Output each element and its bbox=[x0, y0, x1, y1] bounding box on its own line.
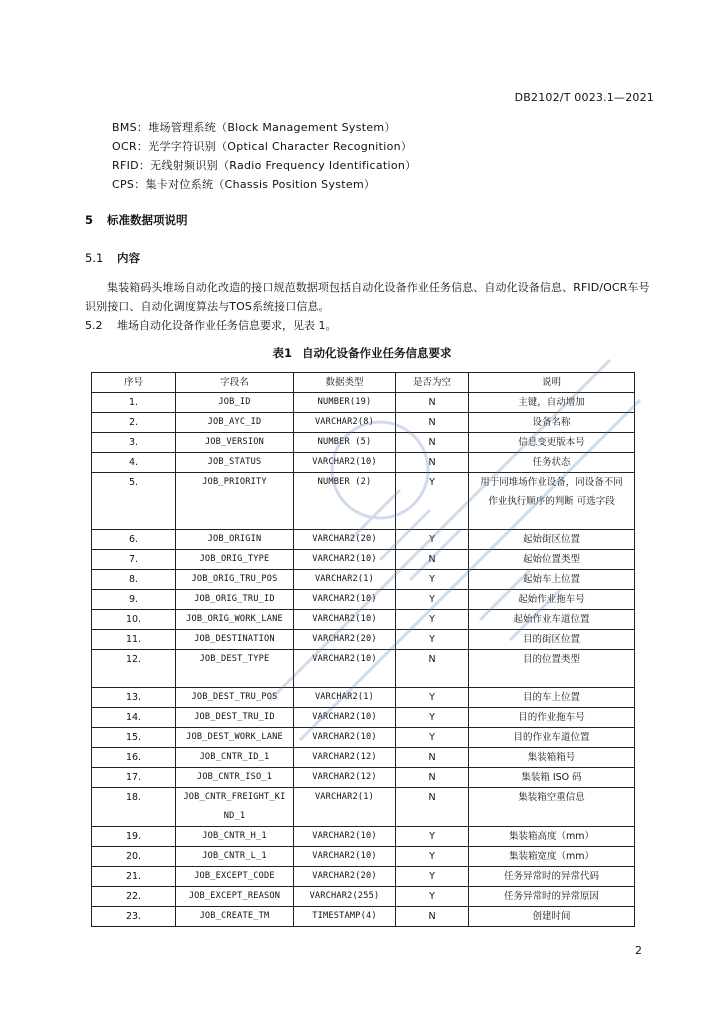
cell-nullable bbox=[396, 630, 469, 650]
cell-description-text: 集装箱 ISO 码 bbox=[521, 772, 582, 783]
cell-nullable-text: Y bbox=[429, 574, 435, 585]
cell-description bbox=[469, 530, 635, 550]
cell-nullable-text: Y bbox=[429, 831, 435, 842]
cell-description bbox=[469, 413, 635, 433]
table-row bbox=[92, 867, 635, 887]
cell-data-type bbox=[294, 907, 396, 927]
cell-nullable-text: N bbox=[428, 772, 436, 783]
cell-field-name bbox=[176, 788, 294, 827]
cell-description-text: 目的位置类型 bbox=[522, 654, 580, 665]
cell-description-text: 集装箱空重信息 bbox=[518, 792, 585, 803]
table-row bbox=[92, 433, 635, 453]
table-row bbox=[92, 748, 635, 768]
cell-data-type-text: VARCHAR2(10) bbox=[312, 594, 377, 604]
cell-field-name-text: JOB_AYC_ID bbox=[207, 417, 262, 427]
cell-data-type-text: VARCHAR2(1) bbox=[314, 792, 375, 802]
cell-index bbox=[92, 688, 176, 708]
cell-field-name-text: JOB_DEST_TRU_POS bbox=[191, 692, 278, 702]
cell-index bbox=[92, 550, 176, 570]
cell-nullable-text: N bbox=[428, 457, 436, 468]
cell-data-type-text: VARCHAR2(12) bbox=[312, 772, 377, 782]
cell-index bbox=[92, 728, 176, 748]
cell-nullable-text: Y bbox=[429, 534, 435, 545]
cell-index-text: 11. bbox=[125, 634, 142, 645]
cell-description-text: 用于同堆场作业设备，同设备不同作业执行顺序的判断 可选字段 bbox=[480, 477, 623, 507]
cell-data-type bbox=[294, 827, 396, 847]
cell-field-name-text: JOB_CNTR_H_1 bbox=[202, 831, 267, 841]
cell-index-text: 9. bbox=[128, 594, 139, 605]
cell-description bbox=[469, 630, 635, 650]
cell-index-text: 19. bbox=[125, 831, 142, 842]
cell-field-name-text: JOB_DEST_WORK_LANE bbox=[186, 732, 283, 742]
cell-nullable bbox=[396, 728, 469, 748]
cell-field-name-text: JOB_CNTR_L_1 bbox=[202, 851, 267, 861]
cell-data-type-text: VARCHAR2(8) bbox=[314, 417, 375, 427]
table-caption: 自动化设备作业任务信息要求 bbox=[302, 346, 452, 360]
cell-nullable-text: N bbox=[428, 792, 436, 803]
cell-index bbox=[92, 788, 176, 827]
cell-index bbox=[92, 473, 176, 530]
cell-data-type bbox=[294, 768, 396, 788]
cell-nullable bbox=[396, 827, 469, 847]
cell-nullable-text: Y bbox=[429, 712, 435, 723]
cell-description bbox=[469, 550, 635, 570]
cell-data-type-text: TIMESTAMP(4) bbox=[312, 911, 377, 921]
cell-index-text: 7. bbox=[128, 554, 139, 565]
cell-data-type-text: VARCHAR2(10) bbox=[312, 831, 377, 841]
cell-nullable bbox=[396, 473, 469, 530]
cell-field-name-text: JOB_STATUS bbox=[207, 457, 262, 467]
cell-description bbox=[469, 570, 635, 590]
table-row bbox=[92, 570, 635, 590]
cell-description bbox=[469, 788, 635, 827]
cell-data-type-text: VARCHAR2(20) bbox=[312, 634, 377, 644]
cell-description bbox=[469, 610, 635, 630]
cell-nullable bbox=[396, 907, 469, 927]
cell-nullable bbox=[396, 688, 469, 708]
cell-data-type bbox=[294, 887, 396, 907]
section-5-1-heading bbox=[85, 250, 140, 266]
abbreviation-list bbox=[112, 118, 416, 194]
cell-description-text: 任务异常时的异常代码 bbox=[503, 871, 599, 882]
cell-data-type bbox=[294, 867, 396, 887]
cell-index bbox=[92, 413, 176, 433]
cell-field-name bbox=[176, 708, 294, 728]
table-number: 表1 bbox=[272, 346, 292, 360]
cell-data-type bbox=[294, 688, 396, 708]
cell-data-type bbox=[294, 393, 396, 413]
cell-description bbox=[469, 887, 635, 907]
cell-index-text: 3. bbox=[128, 437, 139, 448]
cell-index bbox=[92, 650, 176, 688]
cell-description-text: 起始位置类型 bbox=[522, 554, 580, 565]
table-row bbox=[92, 688, 635, 708]
cell-index bbox=[92, 867, 176, 887]
table-row bbox=[92, 413, 635, 433]
table-row bbox=[92, 530, 635, 550]
table-row bbox=[92, 887, 635, 907]
cell-data-type-text: VARCHAR2(20) bbox=[312, 534, 377, 544]
cell-index-text: 18. bbox=[125, 792, 142, 803]
cell-nullable bbox=[396, 570, 469, 590]
cell-index-text: 13. bbox=[125, 692, 142, 703]
cell-index-text: 16. bbox=[125, 752, 142, 763]
cell-data-type-text: VARCHAR2(10) bbox=[312, 712, 377, 722]
table-row bbox=[92, 393, 635, 413]
cell-nullable bbox=[396, 433, 469, 453]
cell-index-text: 15. bbox=[125, 732, 142, 743]
table-row bbox=[92, 847, 635, 867]
cell-index-text: 12. bbox=[125, 654, 142, 665]
table-row bbox=[92, 590, 635, 610]
cell-description-text: 集装箱箱号 bbox=[527, 752, 576, 763]
table-title bbox=[0, 345, 724, 361]
table-row bbox=[92, 768, 635, 788]
table-header-row bbox=[92, 373, 635, 393]
cell-field-name bbox=[176, 768, 294, 788]
cell-nullable-text: N bbox=[428, 437, 436, 448]
cell-field-name bbox=[176, 847, 294, 867]
cell-description-text: 设备名称 bbox=[532, 417, 571, 428]
cell-index-text: 4. bbox=[128, 457, 139, 468]
cell-description-text: 起始车上位置 bbox=[522, 574, 580, 585]
cell-description-text: 起始作业拖车号 bbox=[518, 594, 585, 605]
table-body bbox=[92, 393, 635, 927]
cell-description-text: 起始作业车道位置 bbox=[513, 614, 590, 625]
cell-nullable-text: N bbox=[428, 417, 436, 428]
cell-data-type-text: NUMBER (2) bbox=[317, 477, 372, 487]
cell-field-name-text: JOB_PRIORITY bbox=[202, 477, 267, 487]
cell-field-name bbox=[176, 887, 294, 907]
cell-field-name-text: JOB_ID bbox=[218, 397, 251, 407]
section-number: 5 bbox=[85, 213, 94, 227]
cell-description-text: 目的街区位置 bbox=[522, 634, 580, 645]
cell-description bbox=[469, 688, 635, 708]
section-text: 堆场自动化设备作业任务信息要求，见表 1。 bbox=[117, 319, 337, 332]
cell-nullable bbox=[396, 610, 469, 630]
cell-data-type-text: VARCHAR2(10) bbox=[312, 554, 377, 564]
abbreviation-rfid: RFID：无线射频识别（Radio Frequency Identification） bbox=[112, 159, 417, 172]
cell-field-name-text: JOB_DESTINATION bbox=[194, 634, 275, 644]
cell-description-text: 创建时间 bbox=[532, 911, 571, 922]
cell-description-text: 任务状态 bbox=[532, 457, 571, 468]
cell-nullable bbox=[396, 867, 469, 887]
cell-description bbox=[469, 907, 635, 927]
cell-field-name-text: JOB_DEST_TRU_ID bbox=[194, 712, 275, 722]
cell-data-type-text: VARCHAR2(10) bbox=[312, 732, 377, 742]
cell-index bbox=[92, 847, 176, 867]
cell-index-text: 23. bbox=[125, 911, 142, 922]
cell-description bbox=[469, 650, 635, 688]
cell-description bbox=[469, 847, 635, 867]
cell-description bbox=[469, 827, 635, 847]
cell-description-text: 目的车上位置 bbox=[522, 692, 580, 703]
cell-index-text: 10. bbox=[125, 614, 142, 625]
cell-field-name bbox=[176, 728, 294, 748]
page-number: 2 bbox=[635, 944, 642, 957]
cell-index bbox=[92, 907, 176, 927]
cell-nullable bbox=[396, 413, 469, 433]
cell-nullable bbox=[396, 768, 469, 788]
cell-description-text: 主键，自动增加 bbox=[518, 397, 585, 408]
cell-description bbox=[469, 728, 635, 748]
column-header-field-name: 字段名 bbox=[176, 373, 294, 393]
table-row bbox=[92, 650, 635, 688]
column-header-nullable: 是否为空 bbox=[396, 373, 469, 393]
document-code: DB2102/T 0023.1—2021 bbox=[514, 91, 654, 104]
cell-description bbox=[469, 590, 635, 610]
cell-index bbox=[92, 453, 176, 473]
cell-data-type bbox=[294, 590, 396, 610]
cell-index bbox=[92, 610, 176, 630]
cell-field-name bbox=[176, 393, 294, 413]
cell-field-name-text: JOB_ORIG_TRU_POS bbox=[191, 574, 278, 584]
cell-data-type bbox=[294, 473, 396, 530]
cell-data-type bbox=[294, 630, 396, 650]
cell-index-text: 17. bbox=[125, 772, 142, 783]
cell-index bbox=[92, 768, 176, 788]
cell-field-name-text: JOB_EXCEPT_CODE bbox=[194, 871, 275, 881]
cell-field-name bbox=[176, 748, 294, 768]
cell-index-text: 21. bbox=[125, 871, 142, 882]
cell-index bbox=[92, 748, 176, 768]
cell-field-name-text: JOB_CNTR_ID_1 bbox=[199, 752, 270, 762]
cell-field-name bbox=[176, 907, 294, 927]
cell-index bbox=[92, 590, 176, 610]
cell-index bbox=[92, 630, 176, 650]
cell-nullable-text: Y bbox=[429, 851, 435, 862]
cell-nullable-text: N bbox=[428, 911, 436, 922]
cell-data-type bbox=[294, 530, 396, 550]
content-paragraph: 集装箱码头堆场自动化改造的接口规范数据项包括自动化设备作业任务信息、自动化设备信息、RFID/OCR车号识别接口、自动化调度算法与TOS系统接口信息。 bbox=[85, 281, 650, 313]
cell-field-name bbox=[176, 570, 294, 590]
cell-description bbox=[469, 473, 635, 530]
cell-description-text: 任务异常时的异常原因 bbox=[503, 891, 599, 902]
cell-data-type-text: VARCHAR2(1) bbox=[314, 574, 375, 584]
cell-field-name bbox=[176, 453, 294, 473]
cell-description-text: 目的作业车道位置 bbox=[513, 732, 590, 743]
cell-index bbox=[92, 708, 176, 728]
table-row bbox=[92, 788, 635, 827]
cell-index bbox=[92, 827, 176, 847]
cell-nullable bbox=[396, 453, 469, 473]
cell-data-type bbox=[294, 650, 396, 688]
cell-field-name-text: JOB_DEST_TYPE bbox=[199, 654, 270, 664]
cell-data-type bbox=[294, 433, 396, 453]
cell-field-name-text: JOB_CNTR_FREIGHT_KIND_1 bbox=[183, 792, 286, 821]
cell-data-type bbox=[294, 728, 396, 748]
cell-data-type bbox=[294, 610, 396, 630]
cell-description bbox=[469, 453, 635, 473]
cell-nullable bbox=[396, 788, 469, 827]
job-info-table bbox=[91, 372, 635, 927]
cell-nullable bbox=[396, 847, 469, 867]
table-row bbox=[92, 907, 635, 927]
cell-data-type-text: VARCHAR2(20) bbox=[312, 871, 377, 881]
cell-index bbox=[92, 887, 176, 907]
cell-field-name-text: JOB_ORIG_TRU_ID bbox=[194, 594, 275, 604]
cell-description-text: 集装箱高度（mm） bbox=[508, 831, 594, 842]
cell-description bbox=[469, 393, 635, 413]
cell-description-text: 目的作业拖车号 bbox=[518, 712, 585, 723]
cell-field-name bbox=[176, 590, 294, 610]
cell-index-text: 22. bbox=[125, 891, 142, 902]
table-row bbox=[92, 728, 635, 748]
cell-nullable bbox=[396, 708, 469, 728]
cell-data-type bbox=[294, 550, 396, 570]
section-title: 内容 bbox=[117, 251, 140, 265]
cell-nullable-text: N bbox=[428, 654, 436, 665]
cell-field-name bbox=[176, 867, 294, 887]
cell-field-name-text: JOB_CNTR_ISO_1 bbox=[196, 772, 273, 782]
cell-nullable bbox=[396, 530, 469, 550]
cell-nullable-text: Y bbox=[429, 732, 435, 743]
cell-data-type bbox=[294, 748, 396, 768]
cell-data-type-text: VARCHAR2(10) bbox=[312, 654, 377, 664]
cell-data-type bbox=[294, 413, 396, 433]
cell-field-name bbox=[176, 530, 294, 550]
cell-index bbox=[92, 393, 176, 413]
cell-nullable-text: Y bbox=[429, 871, 435, 882]
table-row bbox=[92, 453, 635, 473]
cell-data-type-text: VARCHAR2(255) bbox=[309, 891, 380, 901]
cell-nullable-text: Y bbox=[429, 692, 435, 703]
cell-nullable-text: N bbox=[428, 397, 436, 408]
cell-data-type-text: NUMBER (5) bbox=[317, 437, 372, 447]
cell-index bbox=[92, 530, 176, 550]
cell-nullable-text: Y bbox=[429, 634, 435, 645]
cell-nullable bbox=[396, 650, 469, 688]
cell-index-text: 5. bbox=[128, 477, 139, 488]
cell-data-type bbox=[294, 847, 396, 867]
cell-data-type-text: VARCHAR2(10) bbox=[312, 851, 377, 861]
cell-description-text: 信息变更版本号 bbox=[518, 437, 585, 448]
table-row bbox=[92, 630, 635, 650]
abbreviation-ocr: OCR：光学字符识别（Optical Character Recognition） bbox=[112, 140, 413, 153]
cell-nullable bbox=[396, 590, 469, 610]
cell-nullable-text: Y bbox=[429, 891, 435, 902]
cell-index-text: 8. bbox=[128, 574, 139, 585]
cell-field-name bbox=[176, 688, 294, 708]
cell-description-text: 集装箱宽度（mm） bbox=[508, 851, 594, 862]
cell-index-text: 1. bbox=[128, 397, 139, 408]
section-title: 标准数据项说明 bbox=[107, 213, 188, 227]
cell-field-name-text: JOB_ORIG_WORK_LANE bbox=[186, 614, 283, 624]
cell-nullable bbox=[396, 887, 469, 907]
abbreviation-bms: BMS：堆场管理系统（Block Management System） bbox=[112, 121, 396, 134]
cell-index bbox=[92, 433, 176, 453]
cell-index-text: 20. bbox=[125, 851, 142, 862]
table-row bbox=[92, 550, 635, 570]
cell-field-name-text: JOB_EXCEPT_REASON bbox=[188, 891, 281, 901]
cell-field-name bbox=[176, 650, 294, 688]
cell-data-type-text: VARCHAR2(12) bbox=[312, 752, 377, 762]
cell-description bbox=[469, 768, 635, 788]
cell-data-type bbox=[294, 453, 396, 473]
table-row bbox=[92, 473, 635, 530]
cell-field-name-text: JOB_ORIGIN bbox=[207, 534, 262, 544]
table-row bbox=[92, 610, 635, 630]
cell-description bbox=[469, 433, 635, 453]
section-number: 5.1 bbox=[85, 251, 104, 265]
cell-data-type bbox=[294, 788, 396, 827]
cell-index-text: 14. bbox=[125, 712, 142, 723]
cell-data-type bbox=[294, 570, 396, 590]
cell-index-text: 6. bbox=[128, 534, 139, 545]
cell-description bbox=[469, 748, 635, 768]
cell-nullable bbox=[396, 393, 469, 413]
cell-data-type-text: VARCHAR2(10) bbox=[312, 614, 377, 624]
abbreviation-cps: CPS：集卡对位系统（Chassis Position System） bbox=[112, 178, 376, 191]
cell-field-name-text: JOB_VERSION bbox=[204, 437, 265, 447]
section-5-2-line bbox=[85, 317, 337, 333]
cell-field-name bbox=[176, 473, 294, 530]
cell-description bbox=[469, 708, 635, 728]
cell-field-name bbox=[176, 630, 294, 650]
cell-data-type-text: NUMBER(19) bbox=[317, 397, 372, 407]
cell-field-name bbox=[176, 433, 294, 453]
cell-description bbox=[469, 867, 635, 887]
cell-field-name-text: JOB_ORIG_TYPE bbox=[199, 554, 270, 564]
cell-nullable-text: Y bbox=[429, 594, 435, 605]
column-header-index: 序号 bbox=[92, 373, 176, 393]
cell-field-name-text: JOB_CREATE_TM bbox=[199, 911, 270, 921]
cell-nullable-text: N bbox=[428, 554, 436, 565]
cell-nullable-text: Y bbox=[429, 477, 435, 488]
cell-field-name bbox=[176, 827, 294, 847]
cell-data-type-text: VARCHAR2(1) bbox=[314, 692, 375, 702]
section-5-heading bbox=[85, 212, 188, 228]
table-row bbox=[92, 708, 635, 728]
column-header-description: 说明 bbox=[469, 373, 635, 393]
column-header-data-type: 数据类型 bbox=[294, 373, 396, 393]
table-row bbox=[92, 827, 635, 847]
cell-nullable bbox=[396, 550, 469, 570]
cell-nullable-text: N bbox=[428, 752, 436, 763]
cell-data-type-text: VARCHAR2(10) bbox=[312, 457, 377, 467]
cell-index bbox=[92, 570, 176, 590]
cell-nullable-text: Y bbox=[429, 614, 435, 625]
cell-description-text: 起始街区位置 bbox=[522, 534, 580, 545]
cell-field-name bbox=[176, 610, 294, 630]
cell-field-name bbox=[176, 550, 294, 570]
cell-index-text: 2. bbox=[128, 417, 139, 428]
cell-data-type bbox=[294, 708, 396, 728]
section-number: 5.2 bbox=[85, 319, 103, 332]
cell-nullable bbox=[396, 748, 469, 768]
cell-field-name bbox=[176, 413, 294, 433]
